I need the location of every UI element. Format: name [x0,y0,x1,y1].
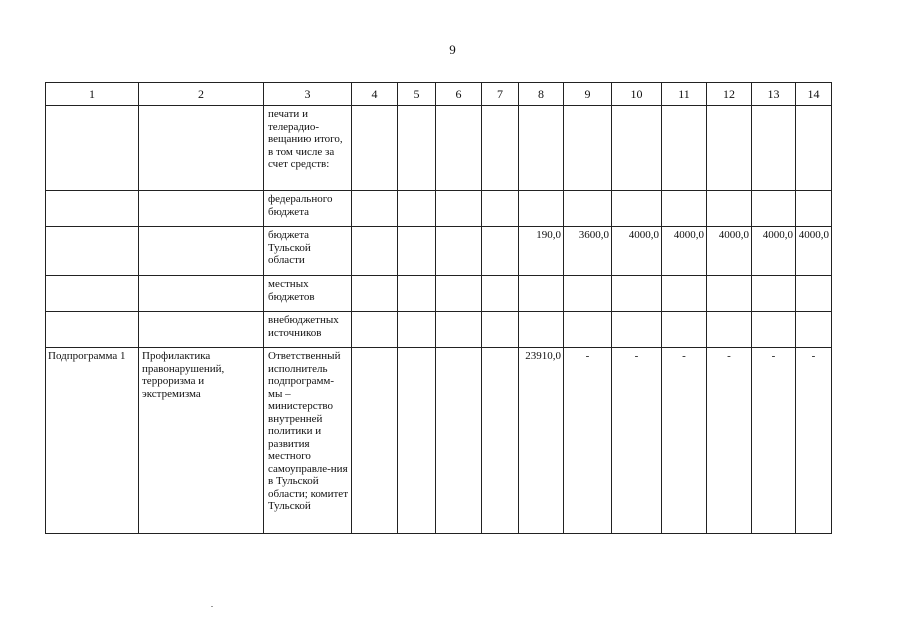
table-cell [752,312,796,348]
table-cell: печати и телерадио-вещанию итого, в том числе за счет средств: [264,106,352,191]
table-cell [352,276,398,312]
page-number: 9 [449,42,456,57]
table-cell [752,106,796,191]
table-cell [352,348,398,534]
table-cell [707,106,752,191]
table-cell [612,106,662,191]
header-cell: 14 [796,83,832,106]
table-cell [519,276,564,312]
header-cell: 5 [398,83,436,106]
table-cell [139,227,264,276]
header-cell: 8 [519,83,564,106]
table-cell [398,276,436,312]
table-cell [796,106,832,191]
table-cell [564,312,612,348]
table-row [46,106,832,191]
header-cell: 7 [482,83,519,106]
table-cell [436,312,482,348]
header-cell: 6 [436,83,482,106]
header-cell: 10 [612,83,662,106]
table-cell [796,312,832,348]
table-cell [752,276,796,312]
header-cell: 9 [564,83,612,106]
table-cell: Профилактика правонарушений, терроризма и экстремизма [139,348,264,534]
table-cell [662,106,707,191]
table-cell [46,276,139,312]
table-cell [482,276,519,312]
table-cell: - [752,348,796,534]
table-cell [564,191,612,227]
table-cell [436,276,482,312]
table-row [46,348,832,534]
table-cell: Ответственный исполнитель подпрограмм-мы – министерство внутренней политики и развития местного самоуправле-ния в Тульской области; комитет Тульской [264,348,352,534]
table-cell [707,191,752,227]
header-cell: 3 [264,83,352,106]
header-cell: 1 [46,83,139,106]
table-cell [482,348,519,534]
table-cell [139,312,264,348]
table-cell: - [612,348,662,534]
table-cell: - [662,348,707,534]
table-cell: федерального бюджета [264,191,352,227]
table-cell [564,106,612,191]
table-cell: 4000,0 [752,227,796,276]
table-cell [707,276,752,312]
header-cell: 2 [139,83,264,106]
table-cell [398,191,436,227]
table-cell: внебюджетных источников [264,312,352,348]
table-cell: - [707,348,752,534]
table-cell: 4000,0 [707,227,752,276]
header-row [46,83,832,106]
table-cell [612,276,662,312]
header-cell: 4 [352,83,398,106]
table-cell [564,276,612,312]
table-cell [398,348,436,534]
table-cell [46,227,139,276]
table-row [46,227,832,276]
table-cell [519,312,564,348]
budget-table [45,82,832,534]
table-row [46,312,832,348]
scan-speck [211,606,213,607]
table-cell: Подпрограмма 1 [46,348,139,534]
table-cell: местных бюджетов [264,276,352,312]
table-row [46,276,832,312]
header-cell: 12 [707,83,752,106]
table-cell [707,312,752,348]
table-cell [139,191,264,227]
table-cell [796,276,832,312]
table-cell [796,191,832,227]
table-cell [46,106,139,191]
table-cell [662,191,707,227]
table-cell [662,312,707,348]
table-cell [436,348,482,534]
table-cell [612,191,662,227]
table-cell [482,191,519,227]
table-cell [662,276,707,312]
table-cell [139,106,264,191]
table-cell [482,227,519,276]
table-cell [519,106,564,191]
table-cell [612,312,662,348]
table-cell: 3600,0 [564,227,612,276]
table-cell: - [564,348,612,534]
table-cell: 190,0 [519,227,564,276]
header-cell: 11 [662,83,707,106]
table-cell: 23910,0 [519,348,564,534]
table-cell [436,191,482,227]
table-cell [436,227,482,276]
table-cell [482,106,519,191]
table-cell [352,106,398,191]
table-cell [352,312,398,348]
table-cell: - [796,348,832,534]
table-cell [352,227,398,276]
table-cell [398,312,436,348]
table-cell [436,106,482,191]
header-cell: 13 [752,83,796,106]
table-cell [46,191,139,227]
table-cell: 4000,0 [662,227,707,276]
table-cell [752,191,796,227]
table-cell [398,106,436,191]
table-cell [352,191,398,227]
table-cell [482,312,519,348]
table-row [46,191,832,227]
table-cell: 4000,0 [612,227,662,276]
table-cell: бюджета Тульской области [264,227,352,276]
table-cell [46,312,139,348]
table-cell [519,191,564,227]
table-cell [139,276,264,312]
table-cell: 4000,0 [796,227,832,276]
table-cell [398,227,436,276]
